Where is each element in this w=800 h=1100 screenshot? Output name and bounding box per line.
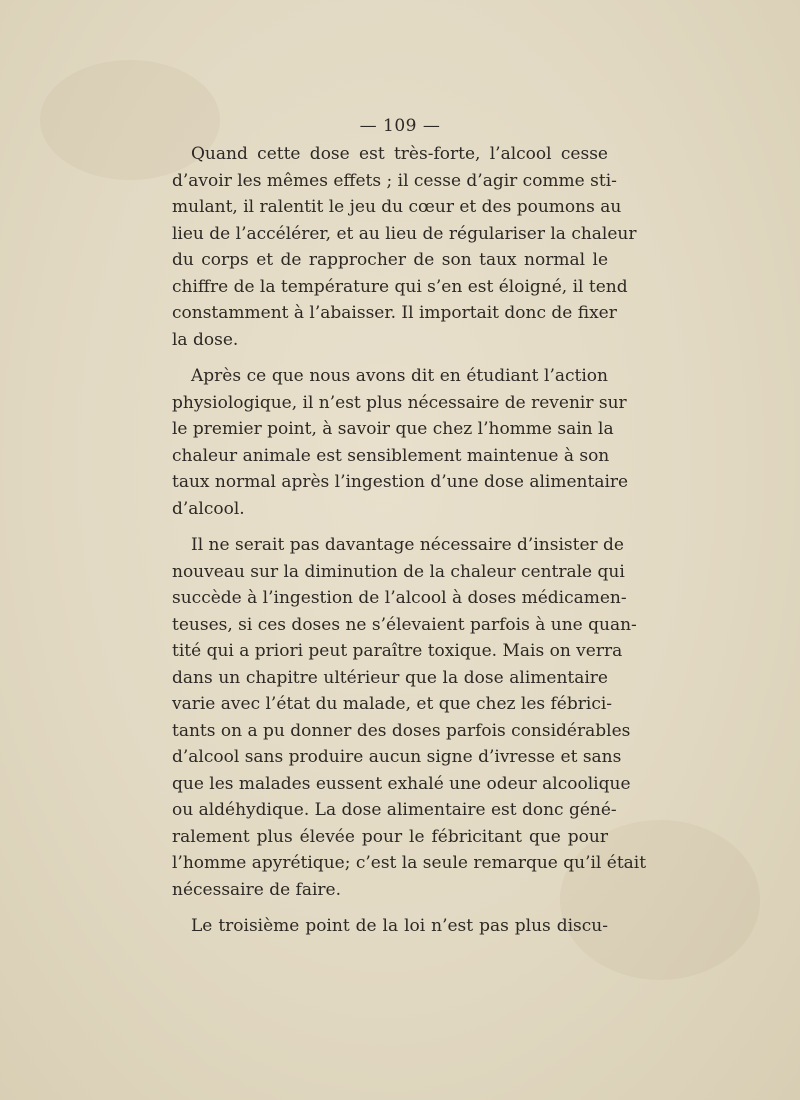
text-line: nécessaire de faire. — [172, 879, 342, 900]
text-line: la dose. — [172, 329, 239, 350]
text-line: mulant, il ralentit le jeu du cœur et des poumons au — [172, 197, 622, 217]
body-text — [172, 141, 647, 950]
text-line: Après ce que nous avons dit en étudiant l’action — [191, 366, 608, 386]
paragraph — [172, 363, 629, 522]
text-line: chiffre de la température qui s’en est éloigné, il tend — [172, 276, 628, 297]
text-line: ou aldéhydique. La dose alimentaire est donc géné- — [172, 800, 617, 820]
text-line: succède à l’ingestion de l’alcool à doses médicamen- — [172, 588, 627, 608]
text-line: lieu de l’accélérer, et au lieu de régulariser la chaleur — [172, 223, 637, 244]
text-line: constamment à l’abaisser. Il importait donc de fixer — [172, 303, 617, 323]
text-line: Le troisième point de la loi n’est pas plus discu- — [191, 916, 608, 936]
text-line: Il ne serait pas davantage nécessaire d’insister de — [191, 535, 624, 555]
page-number: — 109 — — [359, 116, 441, 136]
text-line: teuses, si ces doses ne s’élevaient parfois à une quan- — [172, 614, 637, 635]
text-line: Quand cette dose est très-forte, l’alcool cesse — [191, 144, 608, 164]
text-line: tants on a pu donner des doses parfois considérables — [172, 720, 631, 741]
text-line: du corps et de rapprocher de son taux normal le — [172, 250, 608, 270]
text-line: d’avoir les mêmes effets ; il cesse d’agir comme sti- — [172, 170, 617, 191]
text-line: physiologique, il n’est plus nécessaire de revenir sur — [172, 392, 627, 413]
text-line: d’alcool. — [172, 498, 245, 519]
text-line: nouveau sur la diminution de la chaleur centrale qui — [172, 561, 625, 582]
text-line: varie avec l’état du malade, et que chez les fébrici- — [172, 694, 613, 714]
paragraph — [172, 913, 608, 940]
paragraph — [172, 532, 647, 903]
text-line: taux normal après l’ingestion d’une dose alimentaire — [172, 472, 629, 492]
text-line: que les malades eussent exhalé une odeur alcoolique — [172, 773, 631, 794]
text-line: tité qui a priori peut paraître toxique. Mais on verra — [172, 641, 623, 661]
text-line: dans un chapitre ultérieur que la dose alimentaire — [172, 667, 608, 688]
text-line: le premier point, à savoir que chez l’homme sain la — [172, 419, 614, 439]
text-line: chaleur animale est sensiblement maintenue à son — [172, 445, 610, 466]
text-line: d’alcool sans produire aucun signe d’ivresse et sans — [172, 747, 622, 767]
text-line: ralement plus élevée pour le fébricitant que pour — [172, 826, 608, 847]
text-line: l’homme apyrétique; c’est la seule remarque qu’il était — [172, 853, 647, 873]
paragraph — [172, 141, 637, 353]
